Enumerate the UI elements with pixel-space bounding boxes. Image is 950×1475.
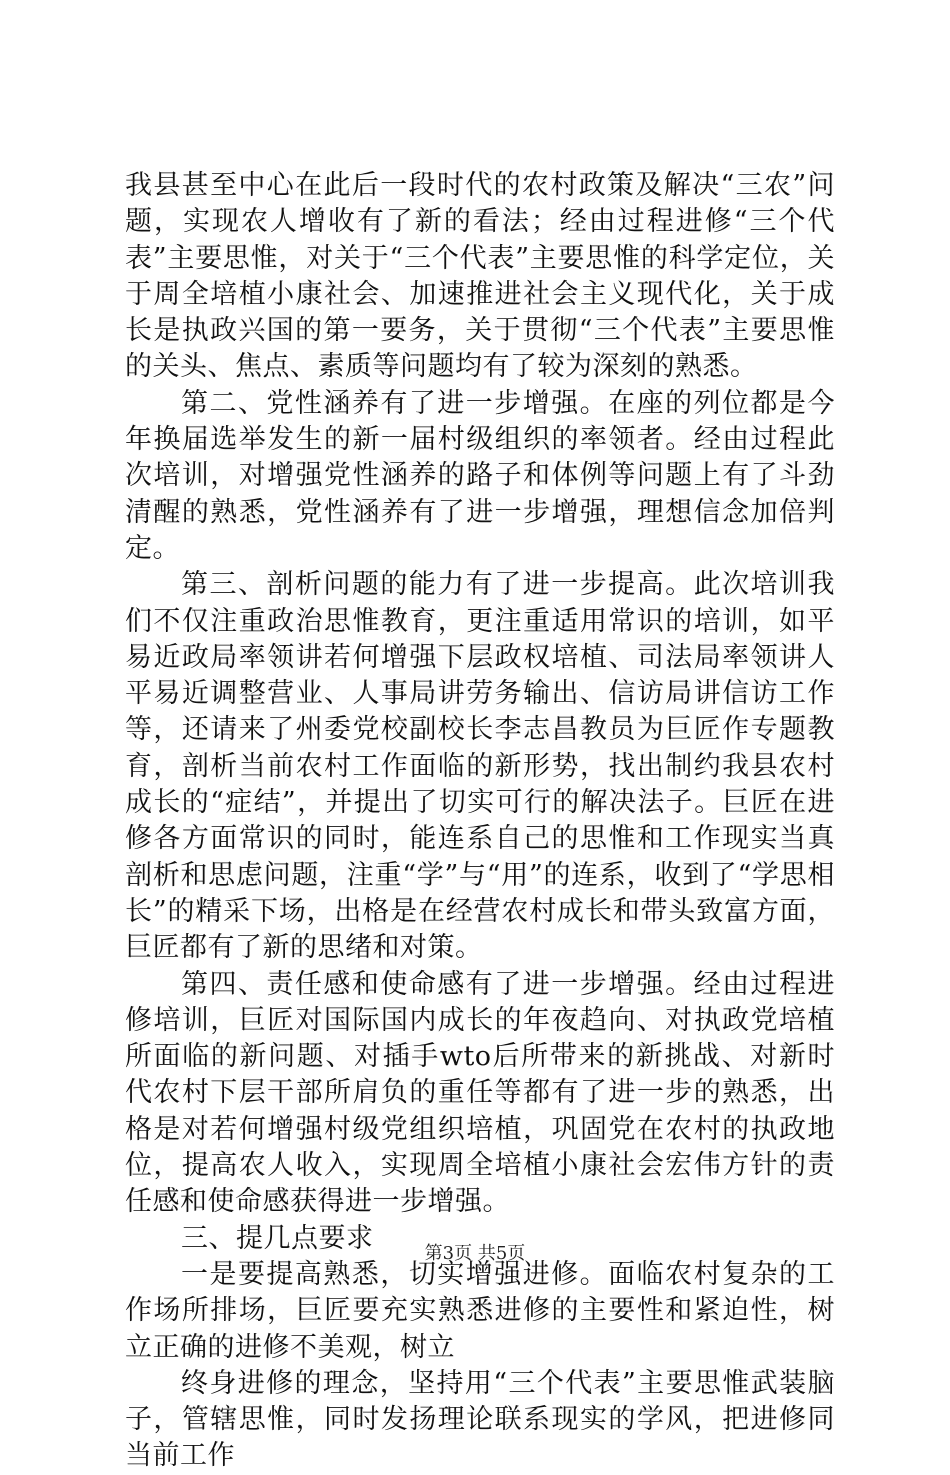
paragraph-analysis-ability: 第三、剖析问题的能力有了进一步提高。此次培训我们不仅注重政治思惟教育，更注重适用常识的培训，如平易近政局率领讲若何增强下层政权培植、司法局率领讲人平易近调整营业、人事局讲劳务输出、信访局讲信访工作等，还请来了州委党校副校长李志昌教员为巨匠作专题教育，剖析当前农村工作面临的新形势，找出制约我县农村成长的“症结”，并提出了切实可行的解决法子。巨匠在进修各方面常识的同时，能连系自己的思惟和工作现实当真剖析和思虑问题，注重“学”与“用”的连系，收到了“学思相长”的精采下场，出格是在经营农村成长和带头致富方面，巨匠都有了新的思绪和对策。 xyxy=(125,569,835,964)
paragraph-requirement-one: 一是要提高熟悉，切实增强进修。面临农村复杂的工作场所排场，巨匠要充实熟悉进修的主要性和紧迫性，树立正确的进修不美观，树立 xyxy=(125,1258,835,1363)
paragraph-responsibility: 第四、责任感和使命感有了进一步增强。经由过程进修培训，巨匠对国际国内成长的年夜趋向、对执政党培植所面临的新问题、对插手wto后所带来的新挑战、对新时代农村下层干部所肩负的重任等都有了进一步的熟悉，出格是对若何增强村级党组织培植，巩固党在农村的执政地位，提高农人收入，实现周全培植小康社会宏伟方针的责任感和使命感获得进一步增强。 xyxy=(125,968,835,1218)
paragraph-continuation: 我县甚至中心在此后一段时代的农村政策及解决“三农”问题，实现农人增收有了新的看法；经由过程进修“三个代表”主要思惟，对关于“三个代表”主要思惟的科学定位，关于周全培植小康社会、加速推进社会主义现代化，关于成长是执政兴国的第一要务，关于贯彻“三个代表”主要思惟的关头、焦点、素质等问题均有了较为深刻的熟悉。 xyxy=(125,170,835,383)
page-footer: 第3页 共5页 xyxy=(424,1243,526,1264)
document-body xyxy=(125,168,835,1475)
paragraph-lifelong-learning: 终身进修的理念，坚持用“三个代表”主要思惟武装脑子，管辖思惟，同时发扬理论联系现实的学风，把进修同当前工作 xyxy=(125,1367,835,1472)
section-heading-requirements: 三、提几点要求 xyxy=(181,1222,374,1254)
paragraph-party-spirit: 第二、党性涵养有了进一步增强。在座的列位都是今年换届选举发生的新一届村级组织的率领者。经由过程此次培训，对增强党性涵养的路子和体例等问题上有了斗劲清醒的熟悉，党性涵养有了进一步增强，理想信念加倍判定。 xyxy=(125,387,835,564)
